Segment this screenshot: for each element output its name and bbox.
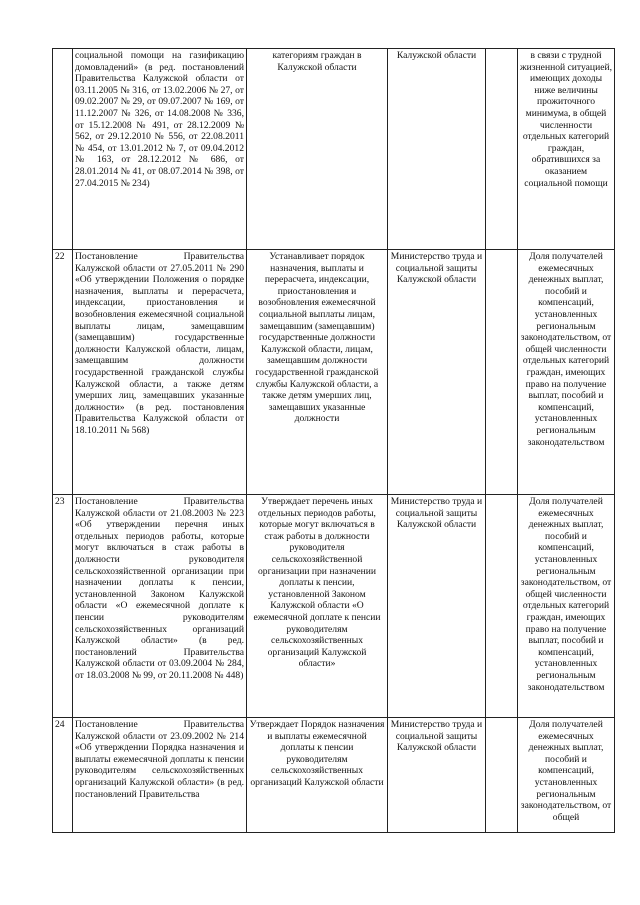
responsible-body-cell: Калужской области — [388, 49, 486, 250]
responsible-body-cell: Министерство труда и социальной защиты Калужской области — [388, 495, 486, 718]
legal-act-cell: Постановление Правительства Калужской области от 23.09.2002 № 214 «Об утверждении Порядка назначения и выплаты ежемесячной доплаты к пенсии руководителям сельскохозяйственных организаций Калужской области» (в ред. постановлений Правительства — [73, 718, 247, 833]
row-number: 22 — [53, 250, 73, 495]
row-number: 23 — [53, 495, 73, 718]
empty-cell — [486, 250, 518, 495]
table-row — [53, 250, 615, 495]
empty-cell — [486, 495, 518, 718]
indicator-cell: Доля получателей ежемесячных денежных выплат, пособий и компенсаций, установленных региональным законодательством, от общей — [518, 718, 615, 833]
row-number: 24 — [53, 718, 73, 833]
indicator-cell: Доля получателей ежемесячных денежных выплат, пособий и компенсаций, установленных региональным законодательством, от общей численности отдельных категорий граждан, имеющих право на получение выплат, пособий и компенсаций, установленных региональным законодательством — [518, 250, 615, 495]
legal-act-cell: социальной помощи на газификацию домовладений» (в ред. постановлений Правительства Калужской области от 03.11.2005 № 316, от 13.02.2006 № 27, от 09.02.2007 № 29, от 09.07.2007 № 169, от 11.12.2007 № 326, от 14.08.2008 № 336, от 15.12.2008 № 491, от 28.12.2009 № 562, от 29.12.2010 № 556, от 22.08.2011 № 454, от 13.01.2012 № 7, от 09.04.2012 № 163, от 28.12.2012 № 686, от 28.01.2014 № 41, от 08.07.2014 № 398, от 27.04.2015 № 234) — [73, 49, 247, 250]
legal-act-cell: Постановление Правительства Калужской области от 21.08.2003 № 223 «Об утверждении перечня иных отдельных периодов работы, которые могут включаться в стаж работы в должности руководителя сельскохозяйственной организации при назначении доплаты к пенсии, установленной Законом Калужской области «О ежемесячной доплате к пенсии руководителям сельскохозяйственных организаций Калужской области» (в ред. постановлений Правительства Калужской области от 03.09.2004 № 284, от 18.03.2008 № 99, от 20.11.2008 № 448) — [73, 495, 247, 718]
subject-cell: Утверждает Порядок назначения и выплаты ежемесячной доплаты к пенсии руководителям сельскохозяйственных организаций Калужской области — [247, 718, 388, 833]
subject-cell: Устанавливает порядок назначения, выплаты и перерасчета, индексации, приостановления и возобновления ежемесячной социальной выплаты лицам, замещавшим (замещавшим) государственные должности Калужской области, лицам, замещавшим должности государственной гражданской службы Калужской области, а также детям умерших лиц, замещавших указанные должности — [247, 250, 388, 495]
table-row — [53, 49, 615, 250]
table-row — [53, 718, 615, 833]
responsible-body-cell: Министерство труда и социальной защиты Калужской области — [388, 250, 486, 495]
legal-act-cell: Постановление Правительства Калужской области от 27.05.2011 № 290 «Об утверждении Положения о порядке назначения, выплаты и перерасчета, индексации, приостановления и возобновления ежемесячной социальной выплаты лицам, замещавшим (замещавшим) государственные должности Калужской области, лицам, замещавшим должности государственной гражданской службы Калужской области, а также детям умерших лиц, замещавших указанные должности» (в ред. постановления Правительства Калужской области от 18.10.2011 № 568) — [73, 250, 247, 495]
responsible-body-cell: Министерство труда и социальной защиты Калужской области — [388, 718, 486, 833]
subject-cell: категориям граждан в Калужской области — [247, 49, 388, 250]
regulations-table — [52, 48, 615, 833]
empty-cell — [486, 49, 518, 250]
indicator-cell: Доля получателей ежемесячных денежных выплат, пособий и компенсаций, установленных региональным законодательством, от общей численности отдельных категорий граждан, имеющих право на получение выплат, пособий и компенсаций, установленных региональным законодательством — [518, 495, 615, 718]
indicator-cell: в связи с трудной жизненной ситуацией, имеющих доходы ниже величины прожиточного минимума, в общей численности отдельных категорий граждан, обратившихся за оказанием социальной помощи — [518, 49, 615, 250]
table-row — [53, 495, 615, 718]
empty-cell — [486, 718, 518, 833]
subject-cell: Утверждает перечень иных отдельных периодов работы, которые могут включаться в стаж работы в должности руководителя сельскохозяйственной организации при назначении доплаты к пенсии, установленной Законом Калужской области «О ежемесячной доплате к пенсии руководителям сельскохозяйственных организаций Калужской области» — [247, 495, 388, 718]
row-number — [53, 49, 73, 250]
